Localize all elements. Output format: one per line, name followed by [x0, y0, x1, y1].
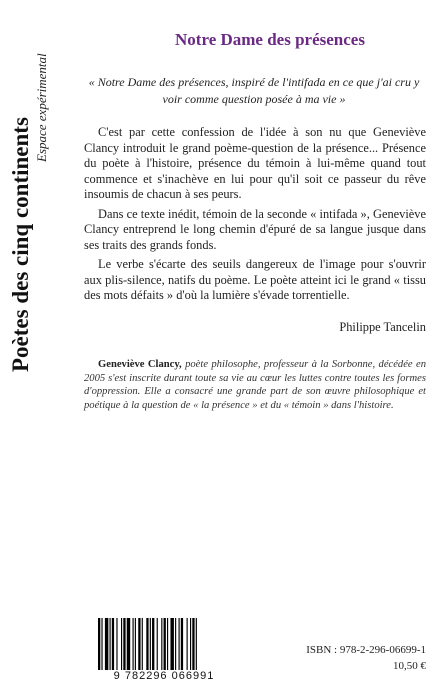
series-subtitle: Espace expérimental [34, 53, 49, 162]
spine-text [8, 32, 50, 372]
price: 10,50 € [393, 660, 426, 672]
epigraph: « Notre Dame des présences, inspiré de l'intifada en ce que j'ai cru y voir comme question posée à ma vie » [88, 75, 420, 106]
barcode-bars [94, 618, 234, 670]
spine [0, 0, 72, 700]
isbn: ISBN : 978-2-296-06699-1 [306, 644, 426, 656]
author-name: Geneviève Clancy, [98, 359, 182, 370]
blurb [84, 125, 426, 308]
author-bio [84, 358, 426, 412]
signature: Philippe Tancelin [339, 320, 426, 334]
series-title: Poètes des cinq continents [8, 117, 33, 372]
blurb-paragraph-2: Dans ce texte inédit, témoin de la seconde « intifada », Geneviève Clancy entreprend le long chemin d'épuré de sa langue jusque dans ses traits des grands fonds. [84, 206, 426, 252]
blurb-paragraph-1: C'est par cette confession de l'idée à son nu que Geneviève Clancy introduit le grand poème-question de la présence... Présence du poète à l'histoire, présence du témoin à lui-même quand tout commence et s'inachève en lui pour qu'il soit ce passeur du rêve insoumis de chacun à ses peurs. [84, 125, 426, 201]
barcode-digits: 9 782296 066991 [113, 670, 215, 682]
author-bio-text: poète philosophe, professeur à la Sorbonne, décédée en 2005 s'est inscrite durant toute sa vie au cœur les luttes contre toutes les formes d'oppression. Elle a consacré une grande part de son œuvre philosophique et poétique à la question de « la présence » et du « témoin » dans l'histoire. [84, 359, 426, 411]
blurb-paragraph-3: Le verbe s'écarte des seuils dangereux de l'image pour s'ouvrir aux plis-silence, natifs du poème. Le poète atteint ici le grand « tissu des mots défaits » d'où la lumière s'évade torrentielle. [84, 257, 426, 302]
barcode [94, 618, 234, 684]
book-title: Notre Dame des présences [175, 30, 365, 49]
